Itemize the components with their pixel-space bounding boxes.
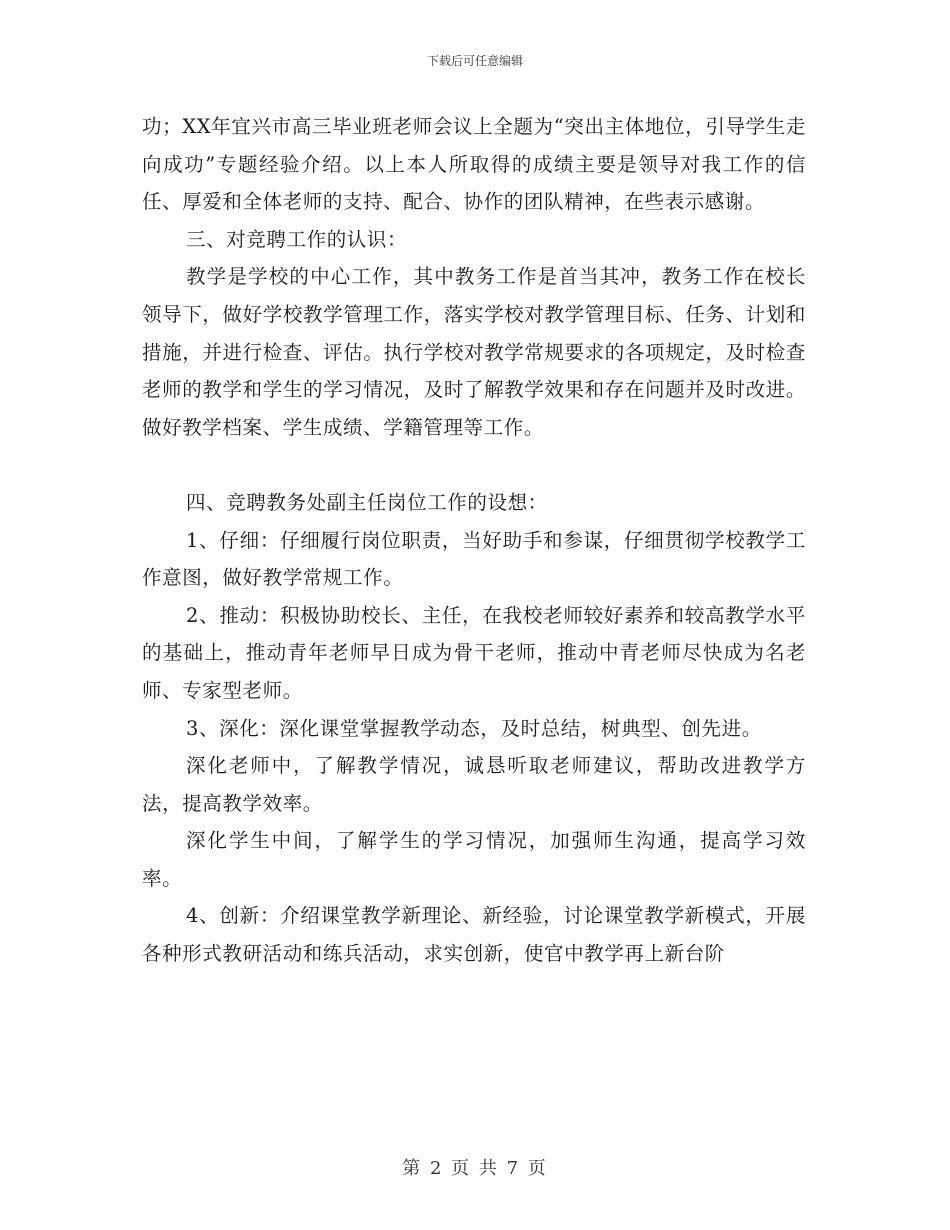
section-heading-4: 四、竞聘教务处副主任岗位工作的设想： bbox=[186, 490, 548, 514]
section-heading-3: 三、对竞聘工作的认识： bbox=[186, 227, 408, 251]
blank-line bbox=[142, 446, 806, 484]
list-item-3: 3、深化：深化课堂掌握教学动态，及时总结，树典型、创先进。 bbox=[186, 716, 762, 740]
list-item-4: 4、创新：介绍课堂教学新理论、新经验，讨论课堂教学新模式，开展各种形式教研活动和练兵活动，求实创新，使官中教学再上新台阶 bbox=[142, 904, 806, 966]
page-number-footer: 第 2 页 共 7 页 bbox=[402, 1158, 548, 1179]
list-item-3-sub-students: 深化学生中间，了解学生的学习情况，加强师生沟通，提高学习效率。 bbox=[142, 829, 806, 890]
document-body bbox=[142, 108, 806, 973]
list-item-1: 1、仔细：仔细履行岗位职责，当好助手和参谋，仔细贯彻学校教学工作意图，做好教学常规工作。 bbox=[142, 528, 806, 590]
list-item-2: 2、推动：积极协助校长、主任，在我校老师较好素养和较高教学水平的基础上，推动青年老师早日成为骨干老师，推动中青老师尽快成为名老师、专家型老师。 bbox=[142, 603, 806, 702]
page-header: 下载后可任意编辑 bbox=[426, 54, 523, 68]
list-item-3-sub-teachers: 深化老师中，了解教学情况，诚恳听取老师建议，帮助改进教学方法，提高教学效率。 bbox=[142, 754, 806, 815]
paragraph-understanding: 教学是学校的中心工作，其中教务工作是首当其冲，教务工作在校长领导下，做好学校教学管理工作，落实学校对教学管理目标、任务、计划和措施，并进行检查、评估。执行学校对教学常规要求的各项规定，及时检查老师的教学和学生的学习情况，及时了解教学效果和存在问题并及时改进。做好教学档案、学生成绩、学籍管理等工作。 bbox=[142, 265, 806, 439]
paragraph-continuation: 功；XX年宜兴市高三毕业班老师会议上全题为“突出主体地位，引导学生走向成功”专题经验介绍。以上本人所取得的成绩主要是领导对我工作的信任、厚爱和全体老师的支持、配合、协作的团队精神，在些表示感谢。 bbox=[142, 115, 806, 214]
